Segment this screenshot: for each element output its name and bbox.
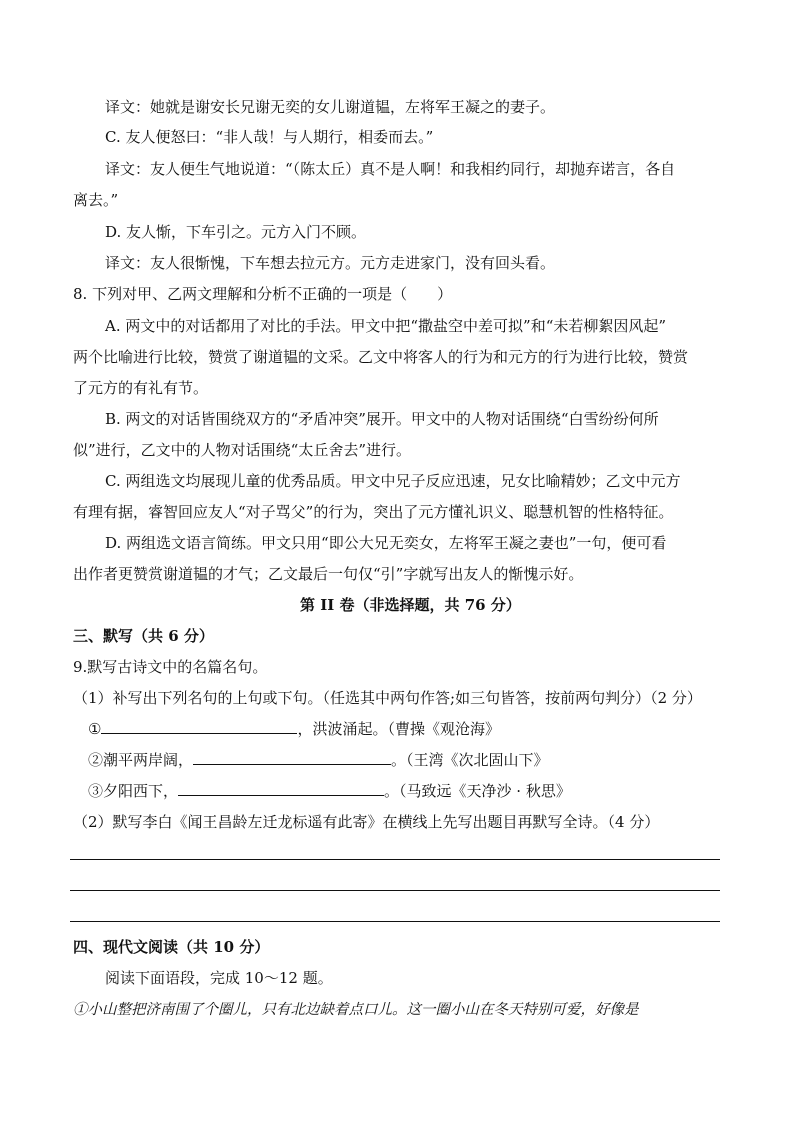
q8-option-a-line2: 两个比喻进行比较，赞赏了谢道韫的文采。乙文中将客人的行为和元方的行为进行比较，赞赏: [73, 348, 689, 366]
q9-sub-2: （2）默写李白《闻王昌龄左迁龙标遥有此寄》在横线上先写出题目再默写全诗。（4 分）: [73, 813, 660, 831]
translation-c-line1: 译文：友人便生气地说道：“（陈太丘）真不是人啊！和我相约同行，却抛弃诺言，各自: [105, 160, 676, 178]
q8-option-c-line2: 有理有据，睿智回应友人“对子骂父”的行为，突出了元方懂礼识义、聪慧机智的性格特征。: [73, 503, 674, 521]
translation-c-line2: 离去。”: [73, 191, 119, 209]
translation-d: 译文：友人很惭愧，下车想去拉元方。元方走进家门，没有回头看。: [105, 254, 556, 272]
question-8-stem: 8. 下列对甲、乙两文理解和分析不正确的一项是（ ）: [73, 285, 453, 303]
answer-line-1[interactable]: [70, 859, 720, 860]
section-3-title: 三、默写（共 6 分）: [73, 627, 214, 645]
option-d: D. 友人惭，下车引之。元方入门不顾。: [105, 223, 367, 241]
item-2-pre: ②潮平两岸阔，: [88, 751, 194, 769]
q8-option-a-line3: 了元方的有礼有节。: [73, 379, 209, 397]
answer-line-3[interactable]: [70, 921, 720, 922]
translation-b: 译文：她就是谢安长兄谢无奕的女儿谢道韫，左将军王凝之的妻子。: [105, 98, 556, 116]
answer-line-2[interactable]: [70, 890, 720, 891]
item-1-number: ①: [88, 720, 102, 738]
section-4-intro: 阅读下面语段，完成 10～12 题。: [105, 969, 333, 987]
part-2-title: 第 II 卷（非选择题，共 76 分）: [300, 596, 521, 614]
q9-item-1: [88, 719, 500, 739]
q8-option-b-line2: 似”进行，乙文中的人物对话围绕“太丘舍去”进行。: [73, 441, 412, 459]
passage-paragraph-1: ①小山整把济南围了个圈儿，只有北边缺着点口儿。这一圈小山在冬天特别可爱，好像是: [73, 1002, 639, 1018]
q9-item-3: [88, 781, 571, 801]
section-4-title: 四、现代文阅读（共 10 分）: [73, 938, 270, 956]
q8-option-d-line1: D. 两组选文语言简练。甲文只用“即公大兄无奕女，左将军王凝之妻也”一句，便可看: [105, 534, 667, 552]
item-3-post: 。（马致远《天净沙 · 秋思》: [384, 782, 571, 800]
answer-blank-2[interactable]: [193, 750, 391, 765]
answer-blank-1[interactable]: [101, 719, 297, 734]
q9-item-2: [88, 750, 549, 770]
q8-option-d-line2: 出作者更赞赏谢道韫的才气；乙文最后一句仅“引”字就写出友人的惭愧示好。: [73, 565, 584, 583]
item-2-post: 。（王湾《次北固山下》: [391, 751, 549, 769]
answer-blank-3[interactable]: [178, 781, 384, 796]
question-9-stem: 9.默写古诗文中的名篇名句。: [73, 658, 268, 676]
item-3-pre: ③夕阳西下，: [88, 782, 179, 800]
q8-option-b-line1: B. 两文的对话皆围绕双方的“矛盾冲突”展开。甲文中的人物对话围绕“白雪纷纷何所: [105, 410, 659, 428]
option-c: C. 友人便怒曰：“非人哉！与人期行，相委而去。”: [105, 128, 434, 146]
q8-option-c-line1: C. 两组选文均展现儿童的优秀品质。甲文中兄子反应迅速，兄女比喻精妙；乙文中元方: [105, 472, 681, 490]
q8-option-a-line1: A. 两文中的对话都用了对比的手法。甲文中把“撒盐空中差可拟”和“未若柳絮因风起”: [105, 317, 667, 335]
q9-sub-1: （1）补写出下列名句的上句或下句。（任选其中两句作答;如三句皆答，按前两句判分）（2 分）: [73, 689, 702, 707]
item-1-text: ，洪波涌起。（曹操《观沧海》: [297, 720, 500, 738]
